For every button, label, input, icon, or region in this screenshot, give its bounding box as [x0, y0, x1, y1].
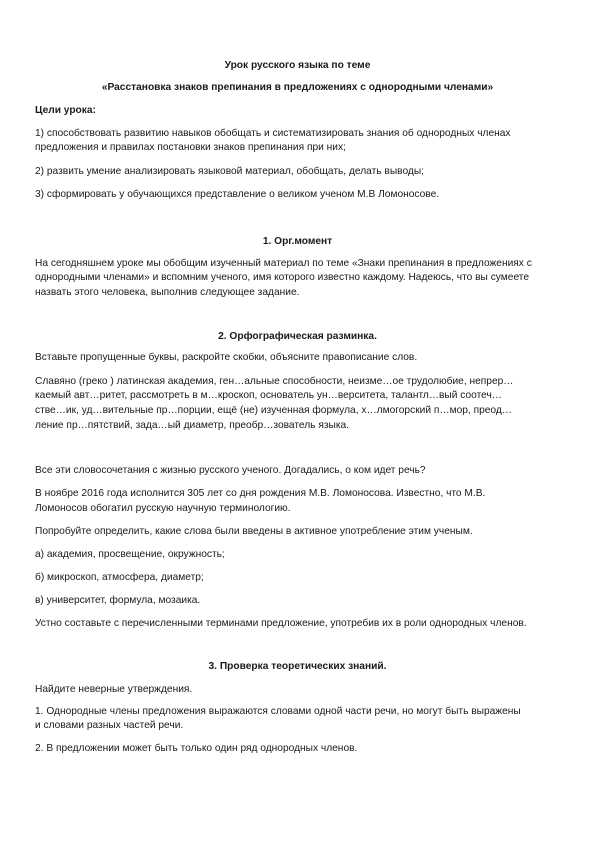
exercise-line-1: Славяно (греко ) латинская академия, ген…альные способности, неизме…ое трудолюбие, непрер…	[35, 376, 514, 387]
statement-1-line-1: 1. Однородные члены предложения выражаются словами одной части речи, но могут быть выражены	[35, 706, 521, 717]
statement-1-line-2: и словами разных частей речи.	[35, 720, 184, 731]
lesson-title: Урок русского языка по теме	[224, 60, 371, 71]
section-2-task: Вставьте пропущенные буквы, раскройте скобки, объясните правописание слов.	[35, 352, 418, 363]
goal-1-line-2: предложения и правилах постановки знаков препинания при них;	[35, 142, 346, 153]
section-2-heading: 2. Орфографическая разминка.	[218, 331, 377, 342]
section-1-heading: 1. Орг.момент	[262, 236, 333, 247]
option-a: а) академия, просвещение, окружность;	[35, 549, 225, 560]
goals-heading: Цели урока:	[35, 105, 96, 116]
goal-1-line-1: 1) способствовать развитию навыков обобщать и систематизировать знания об однородных членах	[35, 128, 511, 139]
section-3-heading: 3. Проверка теоретических знаний.	[208, 661, 387, 672]
section-2-question: Все эти словосочетания с жизнью русского ученого. Догадались, о ком идет речь?	[35, 465, 426, 476]
info-line-2: Ломоносов обогатил русскую научную терминологию.	[35, 503, 291, 514]
section-1-paragraph-line-2: однородными членами» и вспомним ученого, имя которого известно каждому. Надеюсь, что вы сумеете	[35, 272, 529, 283]
option-c: в) университет, формула, мозаика.	[35, 595, 201, 606]
lesson-topic: «Расстановка знаков препинания в предложениях с однородными членами»	[101, 82, 494, 93]
exercise-line-3: стве…ик, уд…вительные пр…порции, ещё (не) изученная формула, х…лмогорский п…мор, преод…	[35, 405, 512, 416]
section-3-task: Найдите неверные утверждения.	[35, 684, 193, 695]
option-b: б) микроскоп, атмосфера, диаметр;	[35, 572, 204, 583]
oral-task: Устно составьте с перечисленными терминами предложение, употребив их в роли однородных членов.	[35, 618, 527, 629]
goal-2: 2) развить умение анализировать языковой материал, обобщать, делать выводы;	[35, 166, 424, 177]
exercise-line-2: каемый авт…ритет, рассмотреть в м…кроскоп, основатель ун…верситета, талантл…вый соотеч…	[35, 390, 502, 401]
exercise-line-4: ление пр…пятствий, зада…ый диаметр, преобр…зователь языка.	[35, 420, 350, 431]
section-1-paragraph-line-3: назвать этого человека, выполнив следующее задание.	[35, 287, 300, 298]
section-1-paragraph-line-1: На сегодняшнем уроке мы обобщим изученный материал по теме «Знаки препинания в предложениях с	[35, 258, 532, 269]
info-line-1: В ноябре 2016 года исполнится 305 лет со дня рождения М.В. Ломоносова. Известно, что М.В.	[35, 488, 486, 499]
statement-2: 2. В предложении может быть только один ряд однородных членов.	[35, 743, 358, 754]
goal-3: 3) сформировать у обучающихся представление о великом ученом М.В Ломоносове.	[35, 189, 440, 200]
try-instruction: Попробуйте определить, какие слова были введены в активное употребление этим ученым.	[35, 526, 473, 537]
